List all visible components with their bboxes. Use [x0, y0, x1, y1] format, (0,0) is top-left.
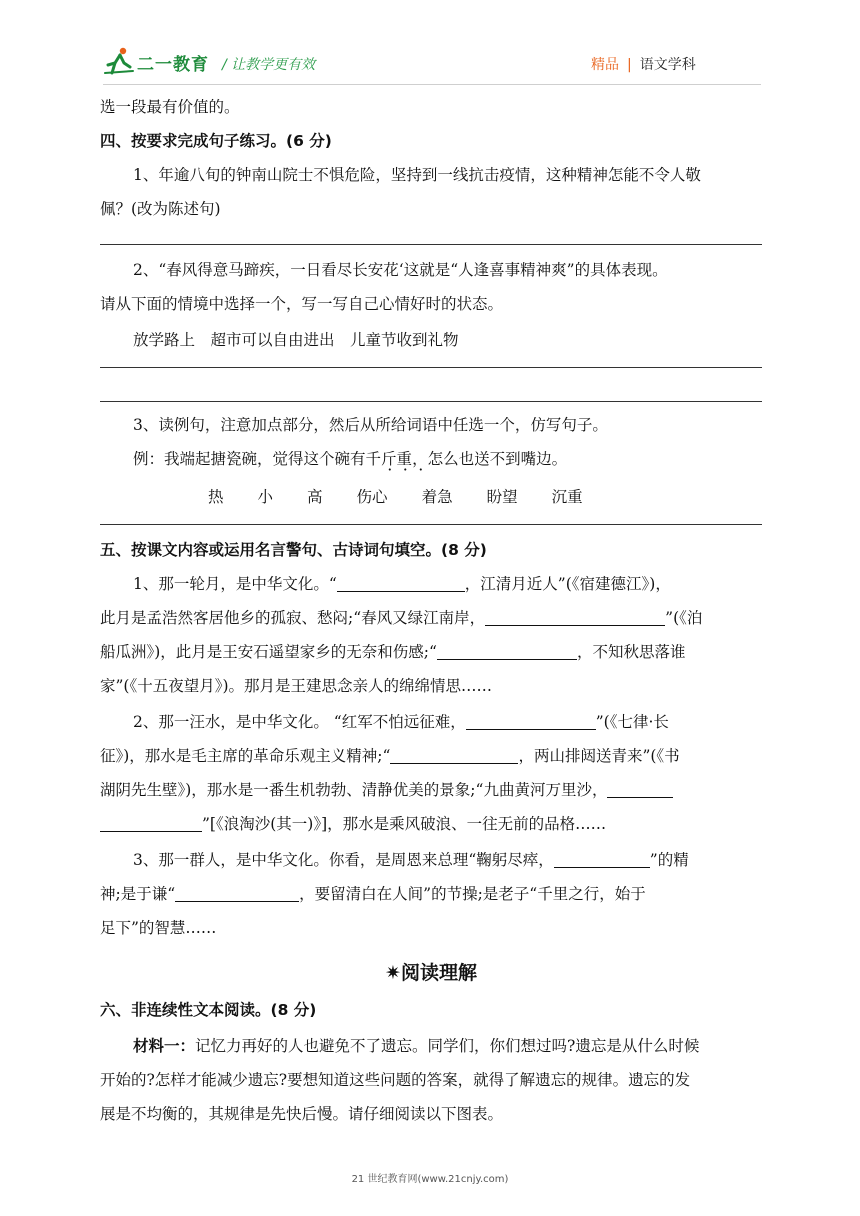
subject-label: 语文学科: [639, 57, 696, 73]
subject-tag: [591, 54, 696, 74]
material-label: 材料一：: [133, 1037, 196, 1055]
fill-blank[interactable]: [554, 849, 650, 868]
fill-1-line-2: 此月是孟浩然客居他乡的孤寂、愁闷;“春风又绿江南岸， ”(《泊: [100, 609, 703, 627]
fill-3-line-2: 神;是于谦“ ，要留清白在人间”的节操;是老子“千里之行，始于: [100, 885, 646, 903]
slogan: / 让教学更有效: [222, 57, 316, 73]
fill-1-line-1: 1、那一轮月，是中华文化。“ ，江清月近人”(《宿建德江》)，: [133, 575, 671, 593]
answer-line[interactable]: [100, 244, 762, 245]
word-option: 伤心: [356, 488, 388, 506]
word-options: [100, 480, 762, 514]
question-4-3: 3、读例句，注意加点部分，然后从所给词语中任选一个，仿写句子。: [133, 416, 608, 434]
word-option: 小: [257, 488, 274, 506]
fill-1-line-3: 船瓜洲》)，此月是王安石遥望家乡的无奈和伤感;“ ，不知秋思落谁: [100, 643, 686, 661]
scenario-options: 放学路上 超市可以自由进出 儿童节收到礼物: [133, 331, 459, 349]
reading-section-title: ✷阅读理解: [385, 962, 477, 984]
dotted-char: 千: [365, 450, 382, 468]
question-4-1-cont: 佩？(改为陈述句): [100, 200, 221, 218]
runner-logo-icon: [103, 46, 135, 76]
section-5-heading: 五、按课文内容或运用名言警句、古诗词句填空。(8 分): [100, 541, 487, 559]
question-4-2: 2、“春风得意马蹄疾，一日看尽长安花‘这就是“人逢喜事精神爽”的具体表现。: [133, 261, 668, 279]
section-6-heading: 六、非连续性文本阅读。(8 分): [100, 1001, 317, 1019]
answer-line[interactable]: [100, 524, 762, 525]
material-1-line-1: 材料一：记忆力再好的人也避免不了遗忘。同学们，你们想过吗?遗忘是从什么时候: [133, 1037, 700, 1055]
question-4-2-cont: 请从下面的情境中选择一个，写一写自己心情好时的状态。: [100, 295, 504, 313]
fill-blank[interactable]: [337, 573, 465, 592]
word-option: 高: [307, 488, 323, 506]
quality-tag: 精品: [591, 57, 619, 73]
answer-line[interactable]: [100, 367, 762, 368]
fill-blank[interactable]: [390, 745, 518, 764]
fill-blank[interactable]: [100, 813, 202, 832]
fill-blank[interactable]: [485, 607, 665, 626]
fill-blank[interactable]: [607, 779, 673, 798]
fill-1-line-4: 家”(《十五夜望月》)。那月是王建思念亲人的绵绵情思……: [100, 677, 493, 695]
fill-2-line-4: ”[《浪淘沙(其一)》]，那水是乘风破浪、一往无前的品格……: [100, 807, 762, 841]
fill-blank[interactable]: [175, 883, 299, 902]
fill-blank[interactable]: [466, 711, 596, 730]
material-1-line-2: 开始的?怎样才能减少遗忘?要想知道这些问题的答案，就得了解遗忘的规律。遗忘的发: [100, 1071, 691, 1089]
example-sentence: 例：我端起搪瓷碗，觉得这个碗有千斤重，怎么也送不到嘴边。: [133, 450, 568, 468]
material-1-line-3: 展是不均衡的，其规律是先快后慢。请仔细阅读以下图表。: [100, 1105, 504, 1123]
page-footer: 21 世纪教育网(www.21cnjy.com): [351, 1174, 509, 1185]
dotted-char: 斤: [381, 450, 397, 468]
worksheet-body: [100, 90, 762, 1131]
question-4-1: 1、年逾八旬的钟南山院士不惧危险，坚持到一线抗击疫情，这种精神怎能不令人敬: [133, 166, 701, 184]
word-option: 盼望: [486, 488, 518, 506]
logo: [103, 44, 223, 80]
section-4-heading: 四、按要求完成句子练习。(6 分): [100, 132, 332, 150]
answer-line[interactable]: [100, 401, 762, 402]
fill-3-line-3: 足下”的智慧……: [100, 919, 217, 937]
fill-2-line-1: 2、那一汪水，是中华文化。 “红军不怕远征难， ”(《七律·长: [133, 713, 669, 731]
word-option: 沉重: [551, 488, 583, 506]
dotted-char: 重: [396, 450, 413, 468]
header-divider: [103, 84, 761, 85]
fill-blank[interactable]: [437, 641, 577, 660]
fill-3-line-1: 3、那一群人，是中华文化。你看，是周恩来总理“鞠躬尽瘁， ”的精: [133, 851, 689, 869]
page-header: [0, 0, 860, 90]
word-option: 热: [208, 488, 224, 506]
brand-name: 二一教育: [137, 55, 209, 75]
fill-2-line-2: 征》)，那水是毛主席的革命乐观主义精神;“ ，两山排闼送青来”(《书: [100, 747, 680, 765]
word-option: 着急: [421, 488, 453, 506]
continued-line: 选一段最有价值的。: [100, 98, 240, 116]
tag-separator: |: [627, 57, 632, 73]
fill-2-line-3: 湖阴先生壁》)，那水是一番生机勃勃、清静优美的景象;“九曲黄河万里沙，: [100, 773, 762, 807]
